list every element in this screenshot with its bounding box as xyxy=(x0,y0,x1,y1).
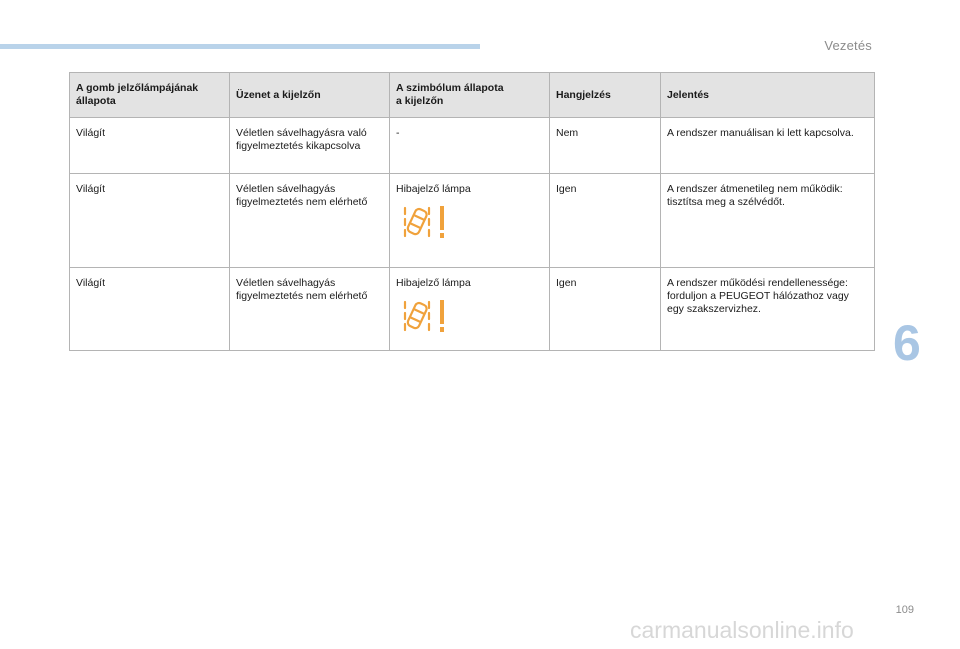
cell-button-lamp: Világít xyxy=(70,174,230,268)
column-header-sound: Hangjelzés xyxy=(550,73,661,118)
cell-button-lamp: Világít xyxy=(70,268,230,351)
header-accent-bar xyxy=(0,44,480,49)
cell-meaning: A rendszer működési rendellenessége: forduljon a PEUGEOT hálózathoz vagy egy szakszervizhez. xyxy=(661,268,875,351)
lane-departure-warning-icon xyxy=(402,204,448,240)
cell-sound: Nem xyxy=(550,118,661,174)
lane-departure-warning-icon xyxy=(402,298,448,334)
cell-message: Véletlen sávelhagyás figyelmeztetés nem elérhető xyxy=(230,268,390,351)
column-header-message: Üzenet a kijelzőn xyxy=(230,73,390,118)
chapter-number: 6 xyxy=(893,315,921,371)
cell-sound: Igen xyxy=(550,174,661,268)
table-row xyxy=(70,118,875,174)
cell-meaning: A rendszer átmenetileg nem működik: tisztítsa meg a szélvédőt. xyxy=(661,174,875,268)
cell-symbol-state: Hibajelző lámpa xyxy=(390,268,550,351)
page-number: 109 xyxy=(895,604,914,616)
column-header-symbol-state: A szimbólum állapota a kijelzőn xyxy=(390,73,550,118)
cell-message: Véletlen sávelhagyás figyelmeztetés nem elérhető xyxy=(230,174,390,268)
table-row xyxy=(70,174,875,268)
watermark: carmanualsonline.info xyxy=(630,617,854,643)
column-header-button-lamp: A gomb jelzőlámpájának állapota xyxy=(70,73,230,118)
cell-button-lamp: Világít xyxy=(70,118,230,174)
section-title: Vezetés xyxy=(824,38,872,53)
cell-symbol-state: - xyxy=(390,118,550,174)
cell-sound: Igen xyxy=(550,268,661,351)
cell-message: Véletlen sávelhagyásra való figyelmeztetés kikapcsolva xyxy=(230,118,390,174)
lane-departure-status-table xyxy=(69,72,875,351)
table-header-row xyxy=(70,73,875,118)
table-row xyxy=(70,268,875,351)
cell-symbol-state: Hibajelző lámpa xyxy=(390,174,550,268)
column-header-meaning: Jelentés xyxy=(661,73,875,118)
cell-meaning: A rendszer manuálisan ki lett kapcsolva. xyxy=(661,118,875,174)
